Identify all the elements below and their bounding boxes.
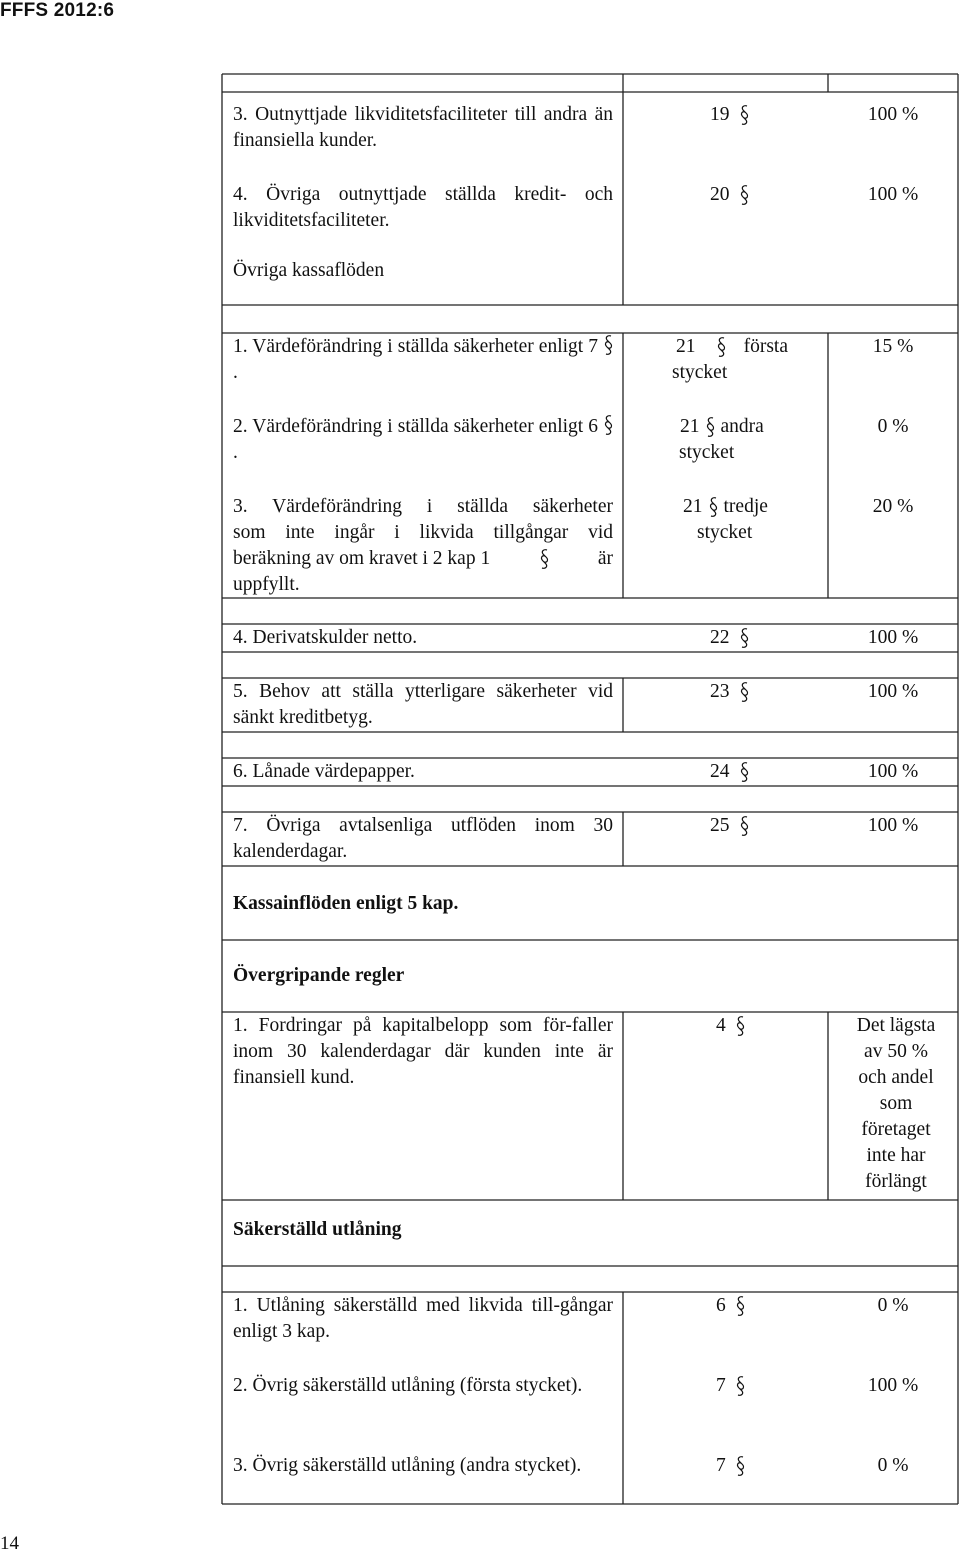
ref-number: 4 bbox=[716, 1015, 726, 1036]
percentage-cell: 100 % bbox=[867, 1375, 919, 1396]
ref-number: 7 bbox=[716, 1375, 726, 1396]
row-text-suffix: . bbox=[233, 362, 238, 383]
percentage-cell: 100 % bbox=[867, 104, 919, 125]
row-vardeforandring-7 bbox=[233, 334, 613, 386]
pct-line: förlängt bbox=[865, 1171, 927, 1192]
ref-number: 7 bbox=[716, 1455, 726, 1476]
section-sign-icon bbox=[740, 104, 749, 126]
ref-number: 20 bbox=[710, 184, 730, 205]
ref-cell bbox=[716, 1293, 745, 1319]
section-sign-icon bbox=[740, 815, 749, 837]
percentage-cell: 100 % bbox=[867, 681, 919, 702]
row-text-line: uppfyllt. bbox=[233, 574, 300, 595]
percentage-cell: 0 % bbox=[877, 416, 909, 437]
section-sign-icon bbox=[540, 548, 549, 570]
page-number: 14 bbox=[0, 1533, 19, 1554]
pct-line: företaget bbox=[861, 1119, 931, 1140]
ref-number: 24 bbox=[710, 761, 730, 782]
percentage-cell: 100 % bbox=[867, 815, 919, 836]
ref-cell bbox=[716, 1373, 745, 1399]
section-sign-icon bbox=[736, 1015, 745, 1037]
section-heading: Övriga kassaflöden bbox=[233, 260, 385, 281]
row-vardeforandring-ej-likvida bbox=[233, 494, 613, 598]
section-sign-icon bbox=[604, 334, 613, 356]
ref-text: andra bbox=[720, 416, 764, 437]
row-text-line: 3. Värdeförändring i ställda säkerheter bbox=[233, 496, 613, 517]
section-sign-icon bbox=[706, 416, 715, 438]
ref-cell bbox=[716, 1013, 745, 1039]
row-vardeforandring-6 bbox=[233, 414, 613, 466]
row-text: 2. Värdeförändring i ställda säkerheter enligt 6 bbox=[233, 416, 598, 437]
ref-cell bbox=[710, 759, 749, 785]
ref-number: 6 bbox=[716, 1295, 726, 1316]
row-ovrig-utlaning-forsta: 2. Övrig säkerställd utlåning (första stycket). bbox=[233, 1375, 583, 1396]
ref-cell bbox=[716, 1453, 745, 1479]
ref-number: 25 bbox=[710, 815, 730, 836]
ref-number: 22 bbox=[710, 627, 730, 648]
pct-line: av 50 % bbox=[864, 1041, 928, 1062]
ref-number: 21 bbox=[683, 496, 703, 517]
row-outnyttjade-likviditetsfaciliteter: 3. Outnyttjade likviditetsfaciliteter till andra än finansiella kunder. bbox=[233, 104, 613, 151]
percentage-cell: 100 % bbox=[867, 627, 919, 648]
row-utlaning-likvida: 1. Utlåning säkerställd med likvida till-gångar enligt 3 kap. bbox=[233, 1295, 613, 1342]
row-ovriga-avtalsenliga: 7. Övriga avtalsenliga utflöden inom 30 kalenderdagar. bbox=[233, 815, 613, 862]
ref-number: 21 bbox=[680, 416, 700, 437]
ref-number: 21 bbox=[676, 336, 696, 357]
ref-text-line2: stycket bbox=[679, 442, 735, 463]
percentage-cell-multiline bbox=[830, 1013, 960, 1195]
section-sign-icon bbox=[740, 681, 749, 703]
pct-line: Det lägsta bbox=[856, 1015, 936, 1036]
ref-cell bbox=[710, 102, 749, 128]
row-text-line: som inte ingår i likvida tillgångar vid bbox=[233, 522, 613, 543]
ref-cell bbox=[710, 813, 749, 839]
section-heading: Säkerställd utlåning bbox=[233, 1219, 402, 1240]
ref-text: första bbox=[743, 336, 788, 357]
row-text-line: är bbox=[597, 548, 613, 569]
ref-cell bbox=[683, 494, 793, 546]
row-derivatskulder: 4. Derivatskulder netto. bbox=[233, 627, 418, 648]
ref-text: tredje bbox=[723, 496, 768, 517]
row-behov-sakerheter: 5. Behov att ställa ytterligare säkerheter vid sänkt kreditbetyg. bbox=[233, 681, 613, 728]
ref-text-line2: stycket bbox=[672, 362, 728, 383]
section-sign-icon bbox=[709, 496, 718, 518]
document-header: FFFS 2012:6 bbox=[0, 0, 115, 21]
percentage-cell: 20 % bbox=[872, 496, 914, 517]
pct-line: och andel bbox=[858, 1067, 934, 1088]
pct-line: inte har bbox=[866, 1145, 926, 1166]
ref-cell bbox=[672, 334, 796, 386]
row-fordringar-kapitalbelopp: 1. Fordringar på kapitalbelopp som för-faller inom 30 kalenderdagar där kunden inte är finansiell kund. bbox=[233, 1015, 613, 1088]
ref-number: 19 bbox=[710, 104, 730, 125]
row-text-line: beräkning av om kravet i 2 kap 1 bbox=[233, 548, 491, 569]
section-sign-icon bbox=[736, 1455, 745, 1477]
pct-line: som bbox=[879, 1093, 913, 1114]
section-sign-icon bbox=[604, 414, 613, 436]
percentage-cell: 0 % bbox=[877, 1455, 909, 1476]
section-sign-icon bbox=[717, 336, 726, 358]
row-text-suffix: . bbox=[233, 442, 238, 463]
ref-text-line2: stycket bbox=[697, 522, 753, 543]
row-lanade-vardepapper: 6. Lånade värdepapper. bbox=[233, 761, 415, 782]
percentage-cell: 15 % bbox=[872, 336, 914, 357]
section-sign-icon bbox=[736, 1295, 745, 1317]
row-ovrig-utlaning-andra: 3. Övrig säkerställd utlåning (andra stycket). bbox=[233, 1455, 582, 1476]
percentage-cell: 0 % bbox=[877, 1295, 909, 1316]
ref-cell bbox=[710, 679, 749, 705]
row-text: 1. Värdeförändring i ställda säkerheter enligt 7 bbox=[233, 336, 598, 357]
ref-number: 23 bbox=[710, 681, 730, 702]
ref-cell bbox=[680, 414, 790, 466]
ref-cell bbox=[710, 625, 749, 651]
section-sign-icon bbox=[736, 1375, 745, 1397]
ref-cell bbox=[710, 182, 749, 208]
section-sign-icon bbox=[740, 627, 749, 649]
percentage-cell: 100 % bbox=[867, 184, 919, 205]
section-sign-icon bbox=[740, 761, 749, 783]
row-ovriga-outnyttjade-faciliteter: 4. Övriga outnyttjade ställda kredit- och likviditetsfaciliteter. bbox=[233, 184, 613, 231]
percentage-cell: 100 % bbox=[867, 761, 919, 782]
section-heading: Övergripande regler bbox=[233, 965, 405, 986]
section-sign-icon bbox=[740, 184, 749, 206]
section-heading: Kassainflöden enligt 5 kap. bbox=[233, 893, 459, 914]
